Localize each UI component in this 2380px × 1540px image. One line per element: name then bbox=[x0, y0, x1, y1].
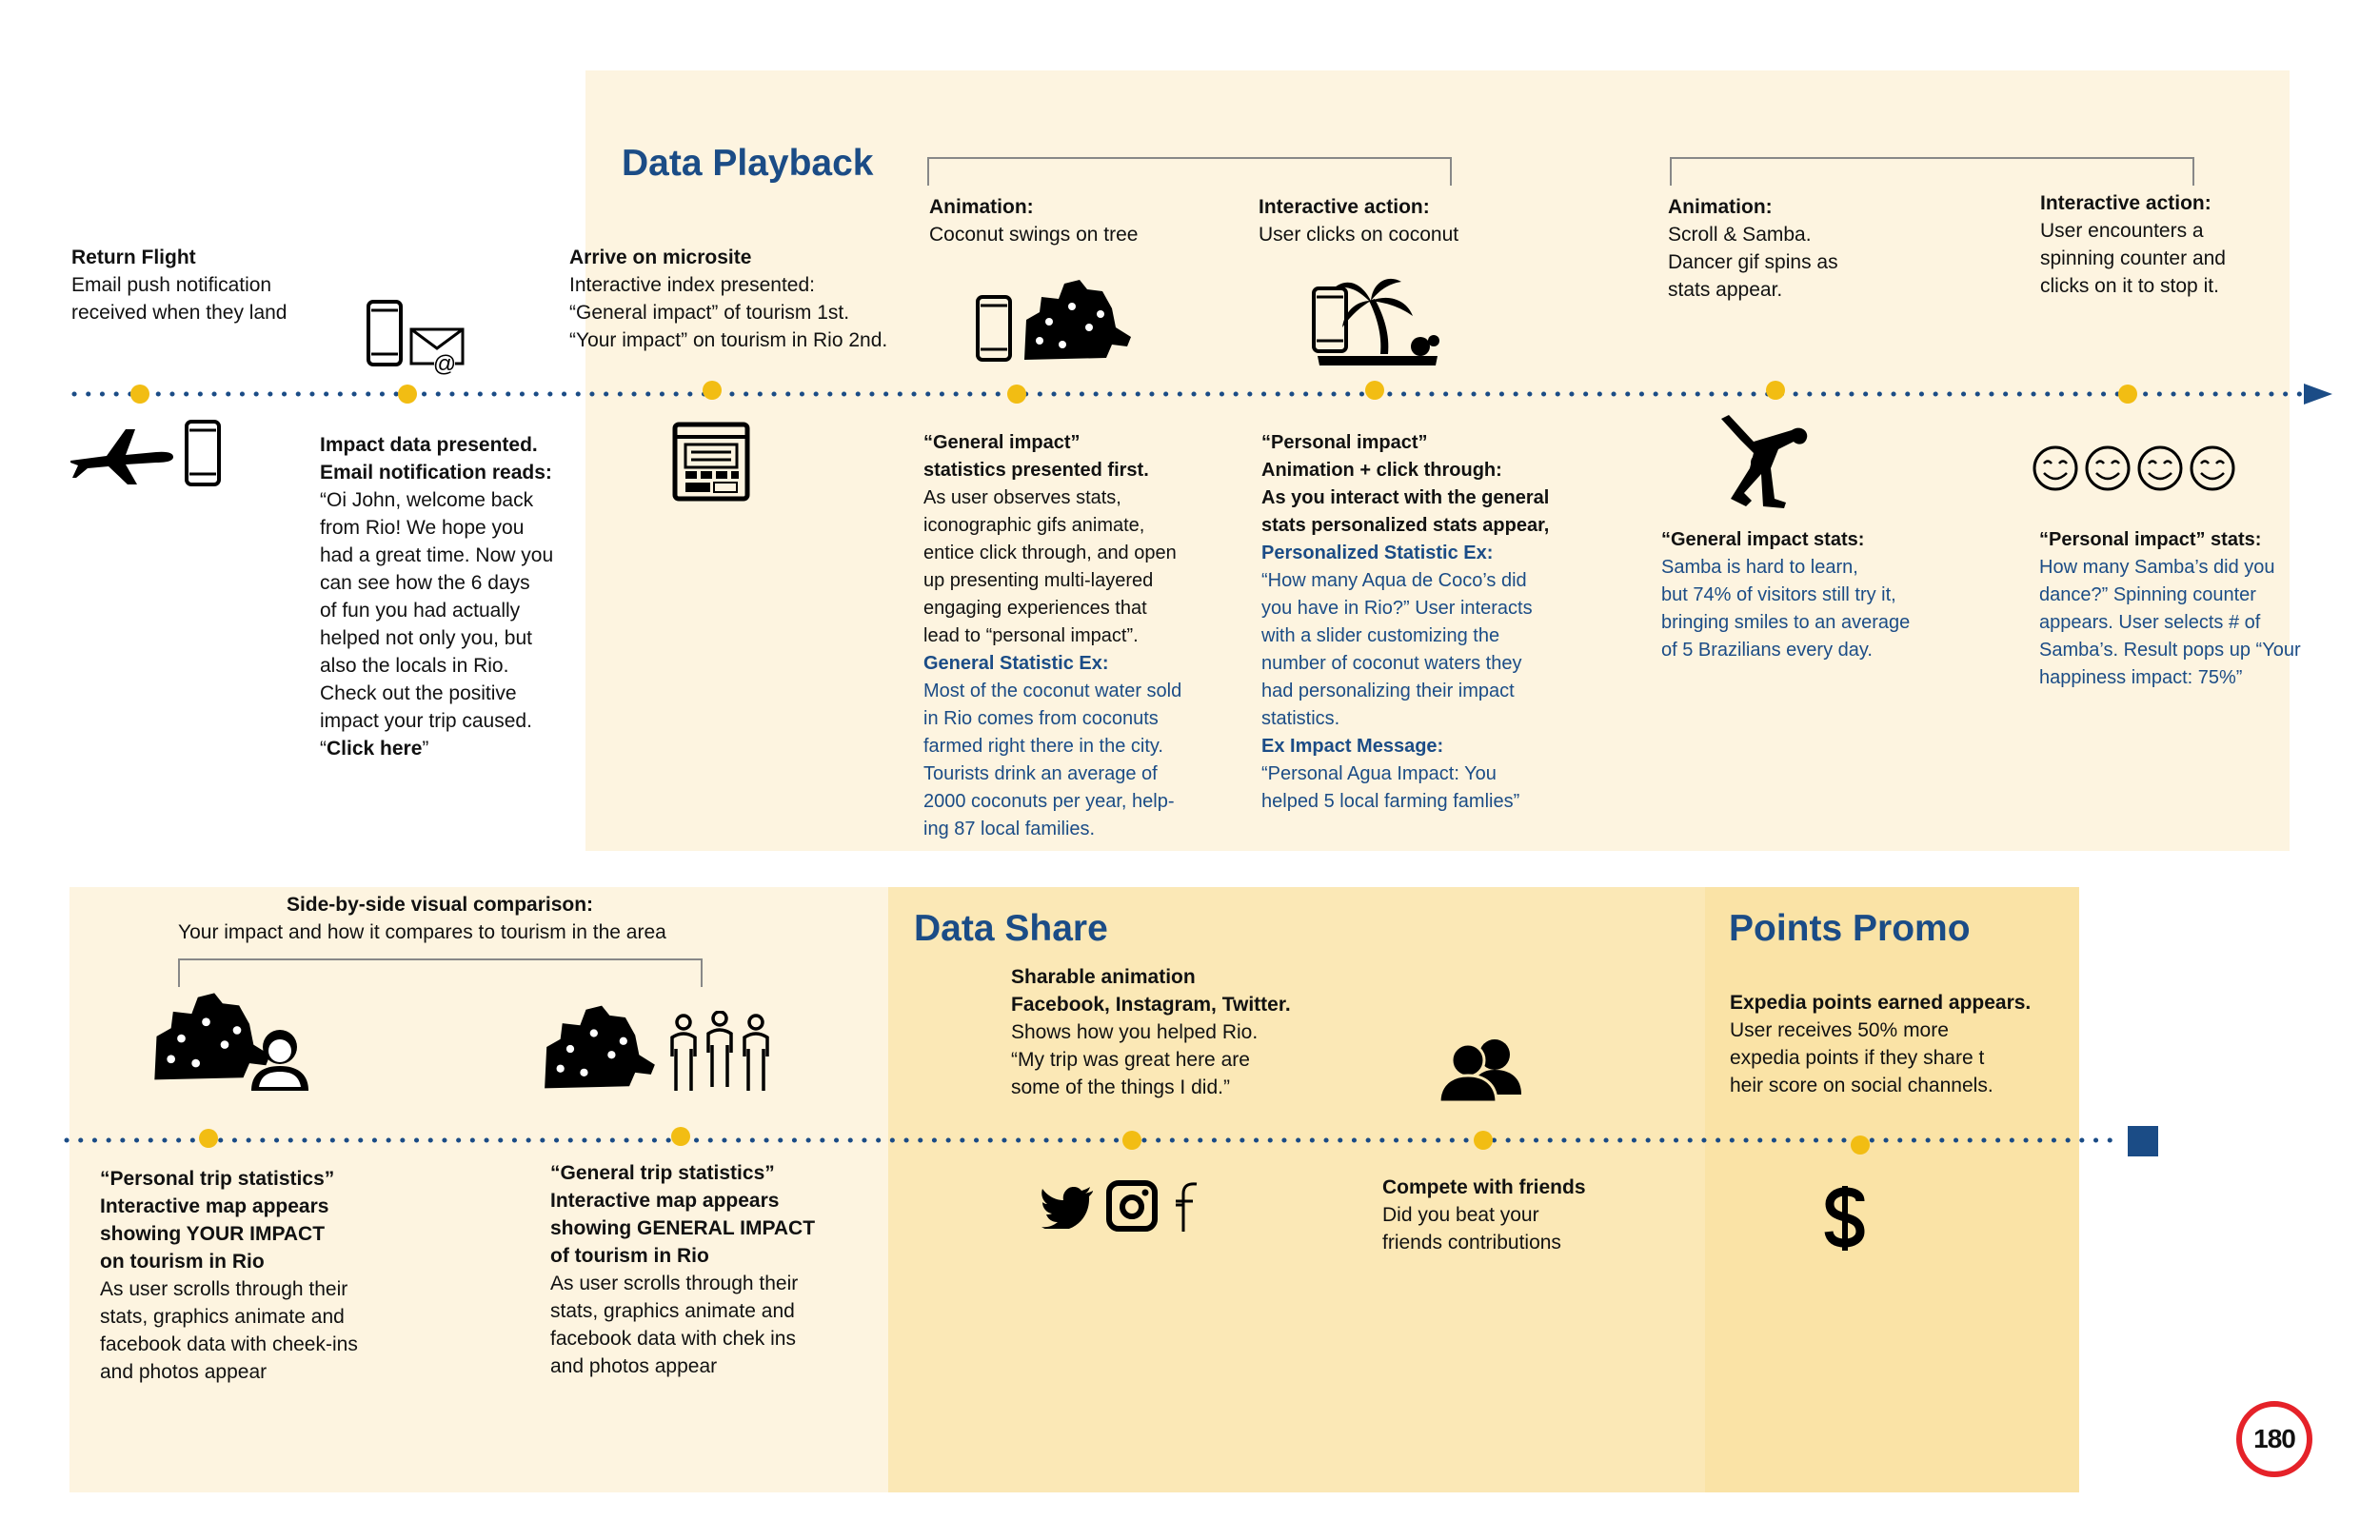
arrive-text bbox=[569, 244, 887, 354]
text-line: stats, graphics animate and bbox=[100, 1306, 345, 1328]
text-line: As user scrolls through their bbox=[100, 1278, 348, 1300]
comparison-subtitle: Your impact and how it compares to tourism in the area bbox=[178, 921, 666, 943]
text-line: Coconut swings on tree bbox=[929, 224, 1139, 246]
sharable-title: Sharable animation bbox=[1011, 966, 1196, 988]
quote: ” bbox=[422, 738, 429, 760]
personal-impact-title: Animation + click through: bbox=[1261, 460, 1502, 481]
text-line: friends contributions bbox=[1382, 1232, 1561, 1254]
bracket-2 bbox=[1671, 158, 2193, 186]
email-icon bbox=[409, 327, 466, 377]
click-here-link[interactable]: Click here bbox=[327, 738, 423, 760]
general-trip-title: Interactive map appears bbox=[550, 1190, 780, 1212]
smiley-icon bbox=[2032, 444, 2079, 492]
text-line: Email push notification bbox=[71, 274, 272, 296]
animation-2-text bbox=[1668, 193, 1838, 304]
text-line: and photos appear bbox=[550, 1355, 718, 1377]
impact-message-title: Ex Impact Message: bbox=[1261, 736, 1444, 757]
bracket-3 bbox=[179, 959, 702, 987]
text-line: Shows how you helped Rio. bbox=[1011, 1021, 1259, 1043]
personal-trip-title: showing YOUR IMPACT bbox=[100, 1223, 326, 1245]
text-line: some of the things I did.” bbox=[1011, 1076, 1230, 1098]
text-line: happiness impact: 75%” bbox=[2039, 667, 2243, 688]
text-line: you have in Rio?” User interacts bbox=[1261, 598, 1533, 619]
page-number: 180 bbox=[2253, 1424, 2295, 1453]
text-line: “How many Aqua de Coco’s did bbox=[1261, 570, 1527, 591]
text-line: engaging experiences that bbox=[923, 598, 1147, 619]
text-line: of 5 Brazilians every day. bbox=[1661, 640, 1873, 661]
instagram-icon bbox=[1106, 1180, 1158, 1232]
personal-trip-text bbox=[100, 1165, 358, 1386]
timeline-dot bbox=[1474, 1131, 1493, 1150]
general-impact-text bbox=[923, 429, 1181, 843]
timeline-dot bbox=[199, 1129, 218, 1148]
personal-trip-title: “Personal trip statistics” bbox=[100, 1168, 335, 1190]
points-title: Expedia points earned appears. bbox=[1730, 992, 2032, 1014]
text-line: “Oi John, welcome back bbox=[320, 489, 534, 511]
text-line: ing 87 local families. bbox=[923, 819, 1096, 839]
smiley-icon bbox=[2084, 444, 2132, 492]
smiley-icon bbox=[2189, 444, 2236, 492]
coconut-tree-icon bbox=[1314, 272, 1445, 369]
text-line: 2000 coconuts per year, help- bbox=[923, 791, 1175, 812]
bracket-1 bbox=[928, 158, 1451, 186]
timeline-dot bbox=[1365, 381, 1384, 400]
text-line: User receives 50% more bbox=[1730, 1019, 1949, 1041]
timeline-dot bbox=[130, 385, 149, 404]
compete-title: Compete with friends bbox=[1382, 1176, 1586, 1198]
text-line: Dancer gif spins as bbox=[1668, 251, 1838, 273]
click-here-line bbox=[320, 735, 553, 762]
svg-text:@: @ bbox=[432, 351, 457, 377]
return-flight-title: Return Flight bbox=[71, 247, 196, 268]
friends-icon bbox=[1438, 1036, 1525, 1104]
general-stats-title: “General impact stats: bbox=[1661, 529, 1865, 550]
data-playback-title: Data Playback bbox=[622, 143, 874, 184]
general-trip-title: “General trip statistics” bbox=[550, 1162, 775, 1184]
text-line: As user observes stats, bbox=[923, 487, 1121, 508]
smartphone-icon bbox=[366, 299, 404, 367]
text-line: iconographic gifs animate, bbox=[923, 515, 1145, 536]
smartphone-icon bbox=[184, 419, 222, 487]
return-flight-text bbox=[71, 244, 287, 326]
text-line: received when they land bbox=[71, 302, 288, 324]
text-line: in Rio comes from coconuts bbox=[923, 708, 1159, 729]
timeline-dot bbox=[671, 1127, 690, 1146]
text-line: lead to “personal impact”. bbox=[923, 625, 1139, 646]
person-icon bbox=[249, 1026, 310, 1093]
personal-impact-title: “Personal impact” bbox=[1261, 432, 1428, 453]
text-line: helped 5 local farming famlies” bbox=[1261, 791, 1520, 812]
quote: “ bbox=[320, 738, 327, 760]
text-line: spinning counter and bbox=[2040, 247, 2226, 269]
map-icon bbox=[1021, 278, 1135, 364]
text-line: impact your trip caused. bbox=[320, 710, 532, 732]
sharable-text bbox=[1011, 963, 1291, 1101]
timeline-dot bbox=[1122, 1131, 1141, 1150]
action-2-text bbox=[2040, 189, 2226, 300]
timeline-end-square bbox=[2128, 1126, 2158, 1156]
text-line: “Personal Agua Impact: You bbox=[1261, 763, 1497, 784]
breakdancer-icon bbox=[1716, 411, 1815, 510]
people-icon bbox=[666, 1011, 773, 1093]
text-line: can see how the 6 days bbox=[320, 572, 530, 594]
personal-impact-title: stats personalized stats appear, bbox=[1261, 515, 1550, 536]
facebook-icon bbox=[1172, 1180, 1202, 1234]
data-share-title: Data Share bbox=[914, 908, 1108, 949]
text-line: helped not only you, but bbox=[320, 627, 533, 649]
text-line: farmed right there in the city. bbox=[923, 736, 1163, 757]
text-line: “Your impact” on tourism in Rio 2nd. bbox=[569, 329, 888, 351]
general-impact-title: statistics presented first. bbox=[923, 460, 1149, 481]
animation-1-title: Animation: bbox=[929, 196, 1034, 218]
text-line: facebook data with chek ins bbox=[550, 1328, 796, 1350]
dollar-icon bbox=[1824, 1184, 1866, 1253]
sharable-title: Facebook, Instagram, Twitter. bbox=[1011, 994, 1291, 1016]
personal-stats-title: “Personal impact” stats: bbox=[2039, 529, 2262, 550]
personal-impact-text bbox=[1261, 429, 1549, 816]
general-trip-text bbox=[550, 1159, 815, 1380]
text-line: bringing smiles to an average bbox=[1661, 612, 1911, 633]
microsite-icon bbox=[672, 422, 750, 502]
timeline-dot bbox=[1851, 1135, 1870, 1155]
text-line: Check out the positive bbox=[320, 682, 517, 704]
text-line: had personalizing their impact bbox=[1261, 681, 1515, 701]
points-text bbox=[1730, 989, 2031, 1099]
text-line: but 74% of visitors still try it, bbox=[1661, 584, 1896, 605]
text-line: of fun you had actually bbox=[320, 600, 521, 622]
impact-data-title: Email notification reads: bbox=[320, 462, 552, 484]
timeline-dot bbox=[1766, 381, 1785, 400]
smiley-icon bbox=[2136, 444, 2184, 492]
text-line: How many Samba’s did you bbox=[2039, 557, 2275, 578]
text-line: with a slider customizing the bbox=[1261, 625, 1500, 646]
smartphone-icon bbox=[975, 294, 1013, 363]
map-icon bbox=[541, 1002, 659, 1094]
text-line: “My trip was great here are bbox=[1011, 1049, 1250, 1071]
general-trip-title: showing GENERAL IMPACT bbox=[550, 1217, 816, 1239]
text-line: As user scrolls through their bbox=[550, 1273, 799, 1294]
text-line: User encounters a bbox=[2040, 220, 2204, 242]
comparison-title: Side-by-side visual comparison: bbox=[286, 894, 594, 916]
personal-impact-title: As you interact with the general bbox=[1261, 487, 1550, 508]
airplane-icon bbox=[69, 424, 175, 487]
text-line: Samba is hard to learn, bbox=[1661, 557, 1858, 578]
timeline-dot bbox=[703, 381, 722, 400]
twitter-icon bbox=[1041, 1185, 1095, 1229]
text-line: Tourists drink an average of bbox=[923, 763, 1158, 784]
comparison-heading bbox=[178, 891, 702, 918]
timeline-arrow bbox=[2304, 384, 2332, 405]
text-line: also the locals in Rio. bbox=[320, 655, 509, 677]
personal-stats-text bbox=[2039, 526, 2301, 692]
impact-data-title: Impact data presented. bbox=[320, 434, 538, 456]
points-promo-title: Points Promo bbox=[1729, 908, 1971, 949]
text-line: Most of the coconut water sold bbox=[923, 681, 1182, 701]
personal-trip-title: Interactive map appears bbox=[100, 1195, 329, 1217]
animation-2-title: Animation: bbox=[1668, 196, 1773, 218]
text-line: stats appear. bbox=[1668, 279, 1783, 301]
compete-text bbox=[1382, 1174, 1586, 1256]
text-line: facebook data with cheek-ins bbox=[100, 1333, 358, 1355]
action-2-title: Interactive action: bbox=[2040, 192, 2211, 214]
action-1-title: Interactive action: bbox=[1259, 196, 1430, 218]
text-line: and photos appear bbox=[100, 1361, 268, 1383]
timeline-dot bbox=[1007, 385, 1026, 404]
text-line: appears. User selects # of bbox=[2039, 612, 2261, 633]
text-line: Samba’s. Result pops up “Your bbox=[2039, 640, 2301, 661]
text-line: expedia points if they share t bbox=[1730, 1047, 1985, 1069]
text-line: entice click through, and open bbox=[923, 543, 1177, 563]
personal-trip-title: on tourism in Rio bbox=[100, 1251, 265, 1273]
text-line: up presenting multi-layered bbox=[923, 570, 1154, 591]
personalized-statistic-title: Personalized Statistic Ex: bbox=[1261, 543, 1494, 563]
action-1-text bbox=[1259, 193, 1458, 248]
text-line: number of coconut waters they bbox=[1261, 653, 1522, 674]
timeline-dot bbox=[398, 385, 417, 404]
text-line: Did you beat your bbox=[1382, 1204, 1539, 1226]
text-line: dance?” Spinning counter bbox=[2039, 584, 2256, 605]
text-line: stats, graphics animate and bbox=[550, 1300, 795, 1322]
comparison-subheading bbox=[178, 918, 666, 946]
general-trip-title: of tourism in Rio bbox=[550, 1245, 709, 1267]
animation-1-text bbox=[929, 193, 1138, 248]
text-line: “General impact” of tourism 1st. bbox=[569, 302, 850, 324]
page-number-badge bbox=[2236, 1401, 2312, 1477]
text-line: statistics. bbox=[1261, 708, 1340, 729]
text-line: clicks on it to stop it. bbox=[2040, 275, 2219, 297]
text-line: Scroll & Samba. bbox=[1668, 224, 1812, 246]
text-line: Interactive index presented: bbox=[569, 274, 815, 296]
text-line: heir score on social channels. bbox=[1730, 1075, 1993, 1096]
general-statistic-title: General Statistic Ex: bbox=[923, 653, 1109, 674]
impact-data-text bbox=[320, 431, 553, 762]
text-line: had a great time. Now you bbox=[320, 544, 554, 566]
arrive-title: Arrive on microsite bbox=[569, 247, 752, 268]
general-impact-title: “General impact” bbox=[923, 432, 1081, 453]
general-stats-text bbox=[1661, 526, 1910, 664]
timeline-dot bbox=[2118, 385, 2137, 404]
text-line: User clicks on coconut bbox=[1259, 224, 1459, 246]
text-line: from Rio! We hope you bbox=[320, 517, 525, 539]
